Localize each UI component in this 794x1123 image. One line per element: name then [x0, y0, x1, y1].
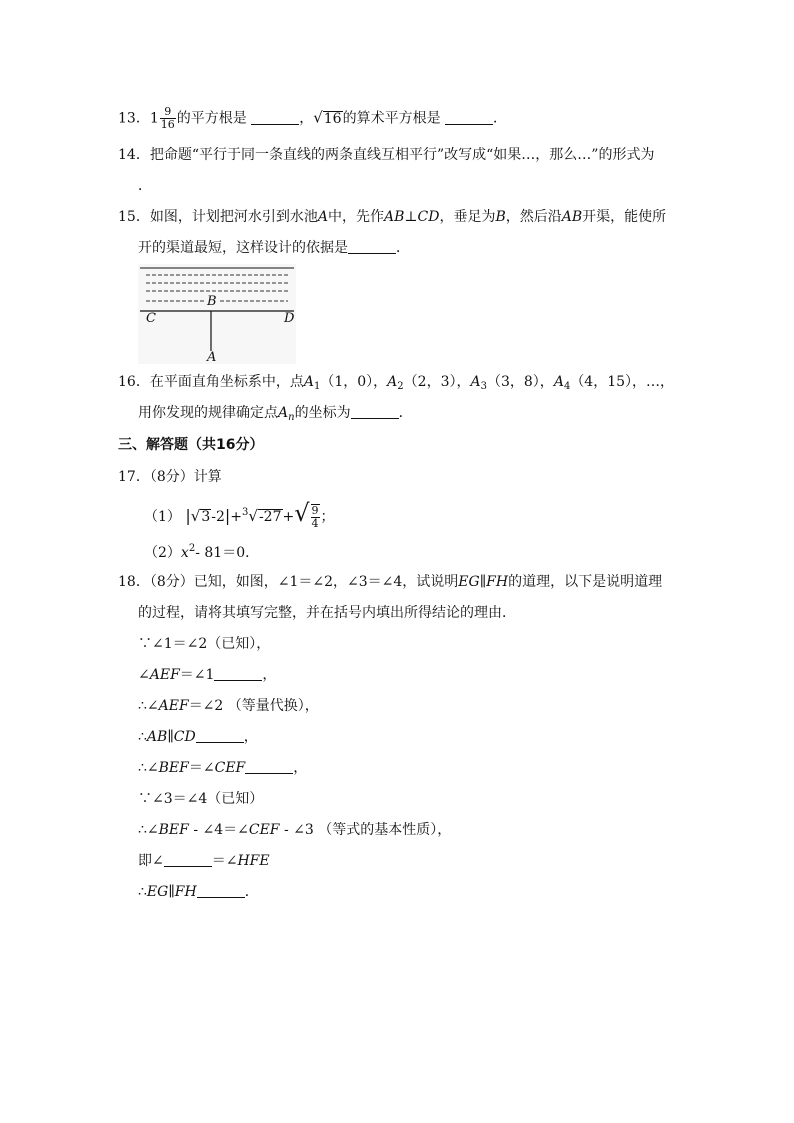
proof-step-5: ∴∠BEF＝∠CEF ，: [138, 760, 308, 776]
proof-step-1: ∵∠1＝∠2（已知），: [138, 636, 271, 652]
answer-blank[interactable]: [164, 852, 212, 867]
question-14: 14．把命题“平行于同一条直线的两条直线互相平行”改写成“如果…，那么…”的形式为: [118, 147, 655, 163]
answer-blank[interactable]: [445, 110, 493, 125]
answer-blank[interactable]: [197, 883, 245, 898]
question-17: 17．（8分）计算: [118, 469, 222, 485]
question-16: 16．在平面直角坐标系中，点$A_1(1$，0），$A_2(2$，3），$A_3(3$，8），$A_4(4$，15），…，: [118, 374, 675, 392]
question-text: 的平方根是: [176, 110, 247, 127]
answer-blank[interactable]: [245, 759, 293, 774]
point-label-D: D: [284, 311, 295, 326]
radicand: 16: [323, 110, 342, 127]
point-label-A: A: [207, 350, 217, 365]
question-17-part2: $(2)x^2-$ 81＝0．: [144, 543, 260, 561]
proof-step-9: ∴EG∥FH ．: [138, 884, 259, 900]
radical-sign: √: [313, 108, 323, 127]
section-heading: 三、解答题（共16分）: [118, 437, 264, 453]
answer-blank[interactable]: [196, 728, 244, 743]
fraction-nine-sixteenths: $\frac{9}{16}$: [160, 105, 175, 131]
answer-blank[interactable]: [348, 239, 396, 254]
question-16-line2: 用你发现的规律确定点$A_n$的坐标为 ．: [138, 405, 413, 423]
question-text: 的算术平方根是: [342, 110, 441, 127]
mixed-number-whole: 1: [149, 110, 159, 127]
proof-step-8: 即∠ ＝∠HFE: [138, 853, 270, 869]
river-diagram: [138, 264, 296, 364]
question-number: 13．: [118, 110, 150, 127]
question-18-line2: 的过程，请将其填写完整，并在括号内填出所得结论的理由．: [138, 605, 516, 621]
question-17-part1: （1） |√3-2|+$^3$√-27+√ $\frac{9}{4}$ ；: [144, 499, 335, 530]
point-label-B: B: [207, 294, 217, 309]
question-13: 13．1 $\frac{9}{16}$ 的平方根是 ，√16的算术平方根是 ．: [118, 105, 508, 131]
answer-blank[interactable]: [351, 404, 399, 419]
answer-blank[interactable]: [214, 666, 262, 681]
cube-root-index: 3: [242, 507, 249, 518]
proof-step-3: ∴∠AEF＝∠2 （等量代换），: [138, 698, 319, 714]
proof-step-2: ∠AEF＝∠1 ，: [138, 667, 277, 683]
answer-blank[interactable]: [251, 110, 299, 125]
question-15-line2: 开的渠道最短，这样设计的依据是 ．: [138, 240, 410, 256]
proof-step-7: ∴∠BEF - ∠4＝∠CEF - ∠3 （等式的基本性质），: [138, 822, 452, 838]
question-15: 15．如图，计划把河水引到水池A中，先作AB⊥CD，垂足为B，然后沿AB开渠，能使所: [118, 209, 667, 225]
point-label-C: C: [146, 311, 156, 326]
fraction-nine-fourths: $\frac{9}{4}$: [311, 504, 319, 530]
proof-step-4: ∴AB∥CD ，: [138, 729, 258, 745]
question-14-end: ．: [138, 178, 152, 194]
river-canal-figure: [138, 264, 296, 364]
question-18: 18．（8分）已知，如图，∠1＝∠2，∠3＝∠4，试说明EG∥FH的道理，以下是说明道理: [118, 574, 663, 590]
proof-step-6: ∵∠3＝∠4（已知）: [138, 791, 264, 807]
